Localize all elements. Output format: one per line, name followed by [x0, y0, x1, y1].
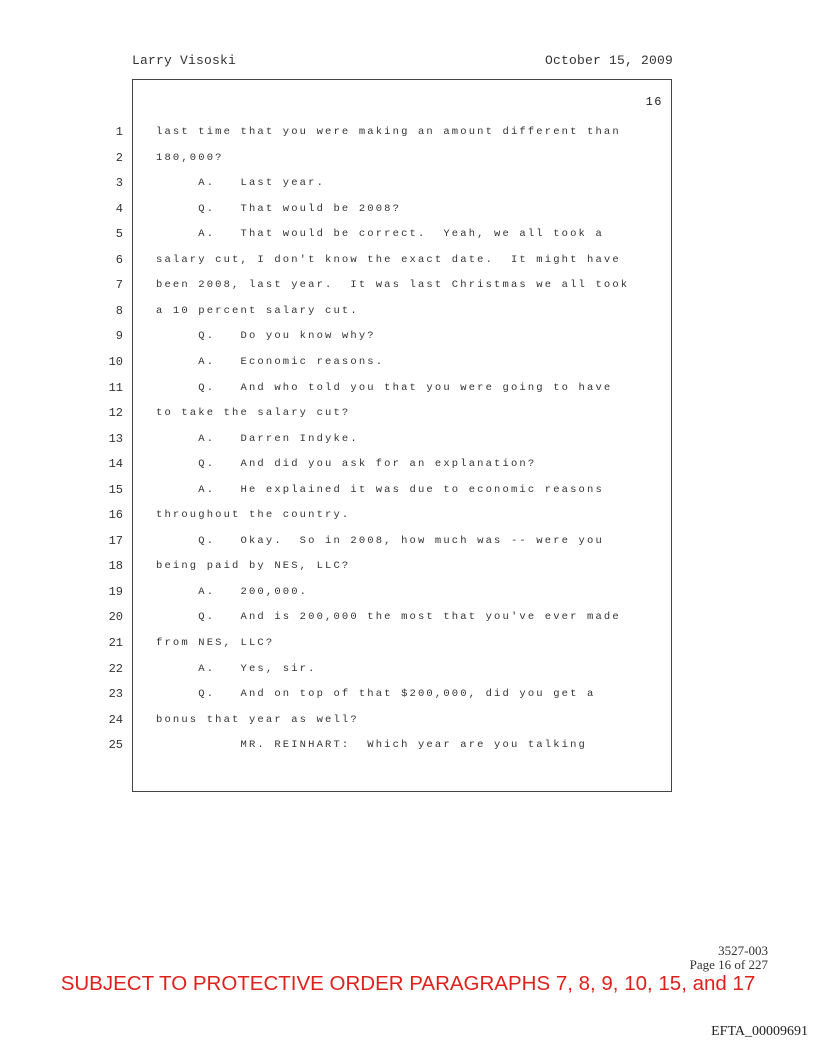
- transcript-line: A. He explained it was due to economic reasons: [156, 483, 604, 496]
- line-number: 21: [108, 636, 123, 650]
- line-number: 10: [108, 354, 123, 369]
- transcript-line: 180,000?: [156, 151, 224, 164]
- line-number: 4: [115, 201, 123, 216]
- witness-name: Larry Visoski: [132, 53, 237, 68]
- line-number: 14: [108, 457, 123, 472]
- transcript-line: been 2008, last year. It was last Christmas we all took: [156, 279, 630, 292]
- line-number: 7: [115, 278, 123, 293]
- line-number: 22: [108, 661, 123, 676]
- transcript-line: Q. And is 200,000 the most that you've ever made: [156, 611, 621, 624]
- line-number: 24: [108, 712, 123, 727]
- line-number: 17: [108, 533, 123, 548]
- transcript-line: a 10 percent salary cut.: [156, 304, 359, 317]
- transcript-line: MR. REINHART: Which year are you talking: [156, 739, 588, 752]
- transcript-line: A. 200,000.: [156, 585, 309, 598]
- transcript-line: A. That would be correct. Yeah, we all took a: [156, 228, 604, 241]
- line-number: 5: [115, 227, 123, 242]
- transcript-line: being paid by NES, LLC?: [156, 560, 351, 573]
- line-number: 13: [108, 431, 123, 446]
- line-number: 11: [108, 380, 123, 395]
- line-number: 2: [115, 150, 123, 165]
- line-number: 23: [108, 687, 123, 702]
- line-number: 12: [108, 406, 123, 421]
- transcript-line: Q. And did you ask for an explanation?: [156, 458, 537, 471]
- line-number: 6: [115, 252, 123, 267]
- transcript-line: to take the salary cut?: [156, 407, 351, 420]
- transcript-line: Q. Do you know why?: [156, 330, 376, 343]
- transcript-line: A. Darren Indyke.: [156, 432, 359, 445]
- transcript-line: Q. That would be 2008?: [156, 202, 402, 215]
- transcript-line: bonus that year as well?: [156, 713, 359, 726]
- transcript-line: from NES, LLC?: [156, 637, 275, 649]
- line-number: 19: [108, 584, 123, 599]
- transcript-line: last time that you were making an amount different than: [156, 126, 621, 138]
- bates-page: Page 16 of 227: [689, 957, 768, 972]
- transcript-line: A. Economic reasons.: [156, 355, 385, 368]
- page-number: 16: [645, 95, 663, 109]
- transcript-line: throughout the country.: [156, 509, 351, 522]
- line-number: 16: [108, 508, 123, 523]
- line-number: 15: [108, 482, 123, 497]
- line-number: 18: [108, 559, 123, 574]
- transcript-line: Q. And on top of that $200,000, did you get a: [156, 688, 596, 701]
- transcript-line: A. Last year.: [156, 177, 326, 190]
- transcript-line: A. Yes, sir.: [156, 662, 317, 675]
- deposition-date: October 15, 2009: [544, 53, 673, 68]
- line-number: 8: [115, 303, 123, 318]
- efta-id: EFTA_00009691: [711, 1024, 808, 1039]
- bates-number: 3527-003: [718, 943, 768, 958]
- line-number: 1: [115, 125, 123, 139]
- transcript-line: salary cut, I don't know the exact date. It might have: [156, 253, 621, 266]
- transcript-line: Q. Okay. So in 2008, how much was -- were you: [156, 534, 604, 547]
- line-number: 20: [108, 610, 123, 625]
- line-number: 9: [115, 329, 123, 344]
- line-number: 3: [115, 176, 123, 191]
- protective-order-notice: SUBJECT TO PROTECTIVE ORDER PARAGRAPHS 7, 8, 9, 10, 15, and 17: [60, 972, 756, 995]
- line-number: 25: [108, 738, 123, 753]
- transcript-line: Q. And who told you that you were going to have: [156, 381, 613, 394]
